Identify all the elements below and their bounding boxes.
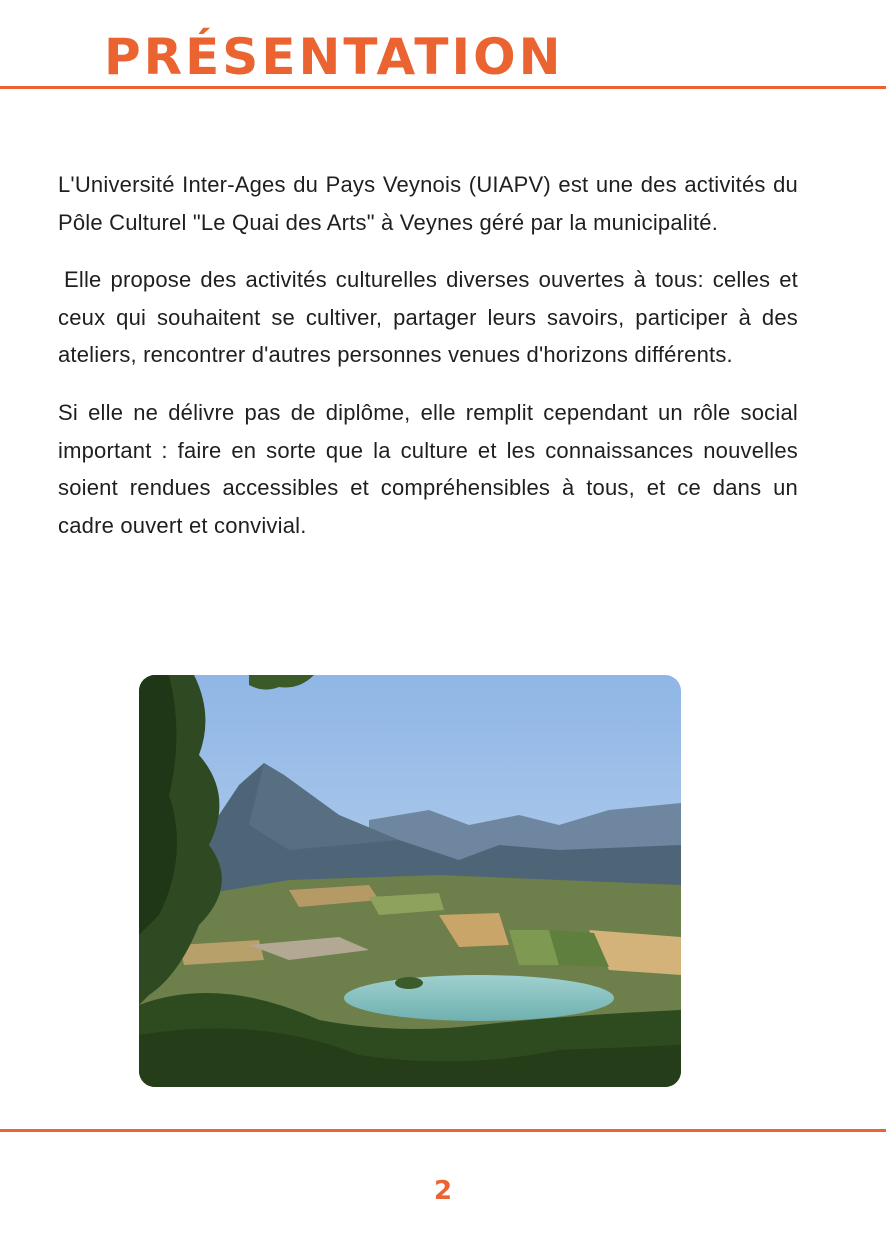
paragraph-3: Si elle ne délivre pas de diplôme, elle remplit cependant un rôle social important : faire en sorte que la culture et les connaissances nouvelles soient rendues accessibles et compréhensibles à tous, et ce dans un cadre ouvert et convivial. [58,399,798,538]
header-divider [0,86,886,89]
paragraph-1: L'Université Inter-Ages du Pays Veynois (UIAPV) est une des activités du Pôle Culturel "Le Quai des Arts" à Veynes géré par la municipalité. [58,172,798,235]
page-number: 2 [433,1176,453,1206]
paragraph-2: Elle propose des activités culturelles diverses ouvertes à tous: celles et ceux qui souhaitent se cultiver, partager leurs savoirs, participer à des ateliers, rencontrer d'autres personnes venues d'horizons différents. [58,267,798,368]
landscape-photo [139,675,681,1087]
page-title: PRÉSENTATION [104,28,564,86]
footer-divider [0,1129,886,1132]
body-text [58,166,798,564]
